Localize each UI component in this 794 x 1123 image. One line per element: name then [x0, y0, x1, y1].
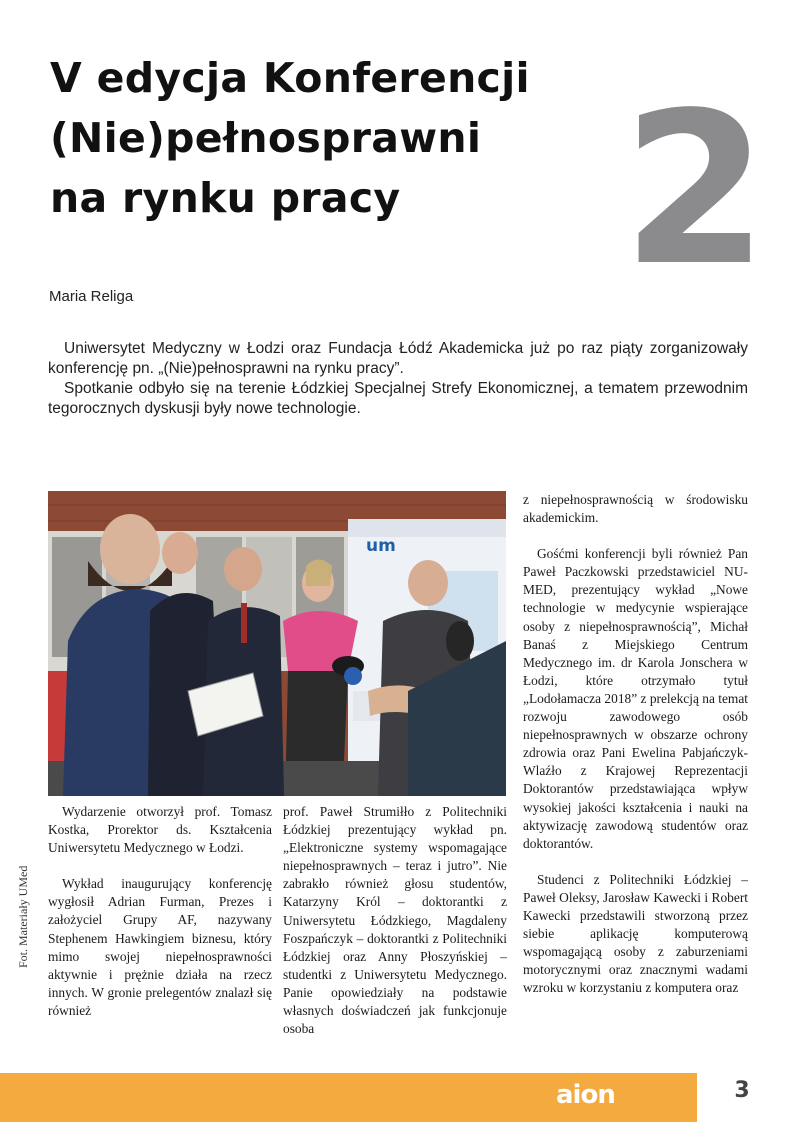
article-title — [50, 48, 630, 228]
title-line-3: na rynku pracy — [50, 174, 401, 222]
author-name: Maria Religa — [49, 288, 134, 305]
body-paragraph: z niepełnosprawnością w środowisku akademickim. — [523, 492, 748, 526]
body-paragraph: Wydarzenie otworzył prof. Tomasz Kostka, Prorektor ds. Kształcenia Uniwersytetu Medycznego w Łodzi. — [48, 804, 272, 856]
text-column-1 — [48, 803, 272, 1020]
conference-photo-illustration — [48, 491, 506, 796]
title-line-1: V edycja Konferencji — [50, 54, 530, 102]
lead-paragraph: Uniwersytet Medyczny w Łodzi oraz Fundacja Łódź Akademicka już po raz piąty zorganizowały konferencję pn. „(Nie)pełnosprawni na rynku pracy”. — [48, 340, 748, 377]
body-paragraph: prof. Paweł Strumiłło z Politechniki Łódzkiej prezentujący wykład pn. „Elektroniczne systemy wspomagające niepełnosprawnych – teraz i jutro”. Nie zabrakło również głosu studentów, Katarzyny Król – doktorantki z Uniwersytetu Łódzkiego, Magdaleny Foszpańczyk – doktorantki z Politechniki Łódzkiej oraz Anny Płoszyńskiej – studentki z Uniwersytetu Medycznego. Panie opowiedziały na podstawie własnych doświadczeń jak funkcjonuje osoba — [283, 804, 507, 1037]
banner-logo: um — [366, 536, 396, 556]
body-paragraph: Gośćmi konferencji byli również Pan Paweł Paczkowski przedstawiciel NU-MED, prezentujący wykład „Nowe technologie w medycynie wspierające osoby z niepełnosprawnością”, Michał Banaś z Miejskiego Centrum Medycznego im. dr Karola Jonschera w Łodzi, które otrzymało tytuł „Lodołamacza 2018” z prelekcją na temat rozwoju zawodowego osób niepełnosprawnych w obszarze ochrony zdrowia oraz Pani Ewelina Pabjańczyk-Wlaźło z Krajowej Reprezentacji Doktorantów przedstawiająca wpływ wysokiej jakości kształcenia i nauki na aktywizację zawodową studentów oraz doktorantów. — [523, 546, 748, 851]
magazine-logo: aion — [556, 1080, 615, 1110]
conference-photo — [48, 491, 506, 796]
body-paragraph: Wykład inaugurujący konferencję wygłosił Adrian Furman, Prezes i założyciel Grupy AF, nazywany Stephenem Hawkingiem biznesu, który mimo swojej niepełnosprawności aktywnie i prężnie działa na rzecz innych. W gronie prelegentów znalazł się również — [48, 876, 272, 1018]
title-line-2: (Nie)pełnosprawni — [50, 114, 482, 162]
lead-paragraphs — [48, 339, 748, 419]
lead-paragraph: Spotkanie odbyło się na terenie Łódzkiej Specjalnej Strefy Ekonomicznej, a tematem przewodnim tegorocznych dyskusji były nowe technologie. — [48, 380, 748, 417]
body-paragraph: Studenci z Politechniki Łódzkiej – Paweł Oleksy, Jarosław Kawecki i Robert Kawecki przedstawili stworzoną przez siebie aplikację komputerową wspomagającą osoby z zaburzeniami motorycznymi oraz znacznymi wadami wzroku w korzystaniu z komputera oraz — [523, 871, 748, 996]
page-number: 3 — [734, 1078, 750, 1103]
photo-credit: Fot. Materiały UMed — [16, 865, 30, 968]
text-column-3 — [523, 491, 748, 997]
issue-number: 2 — [622, 67, 769, 312]
text-column-2 — [283, 803, 507, 1038]
